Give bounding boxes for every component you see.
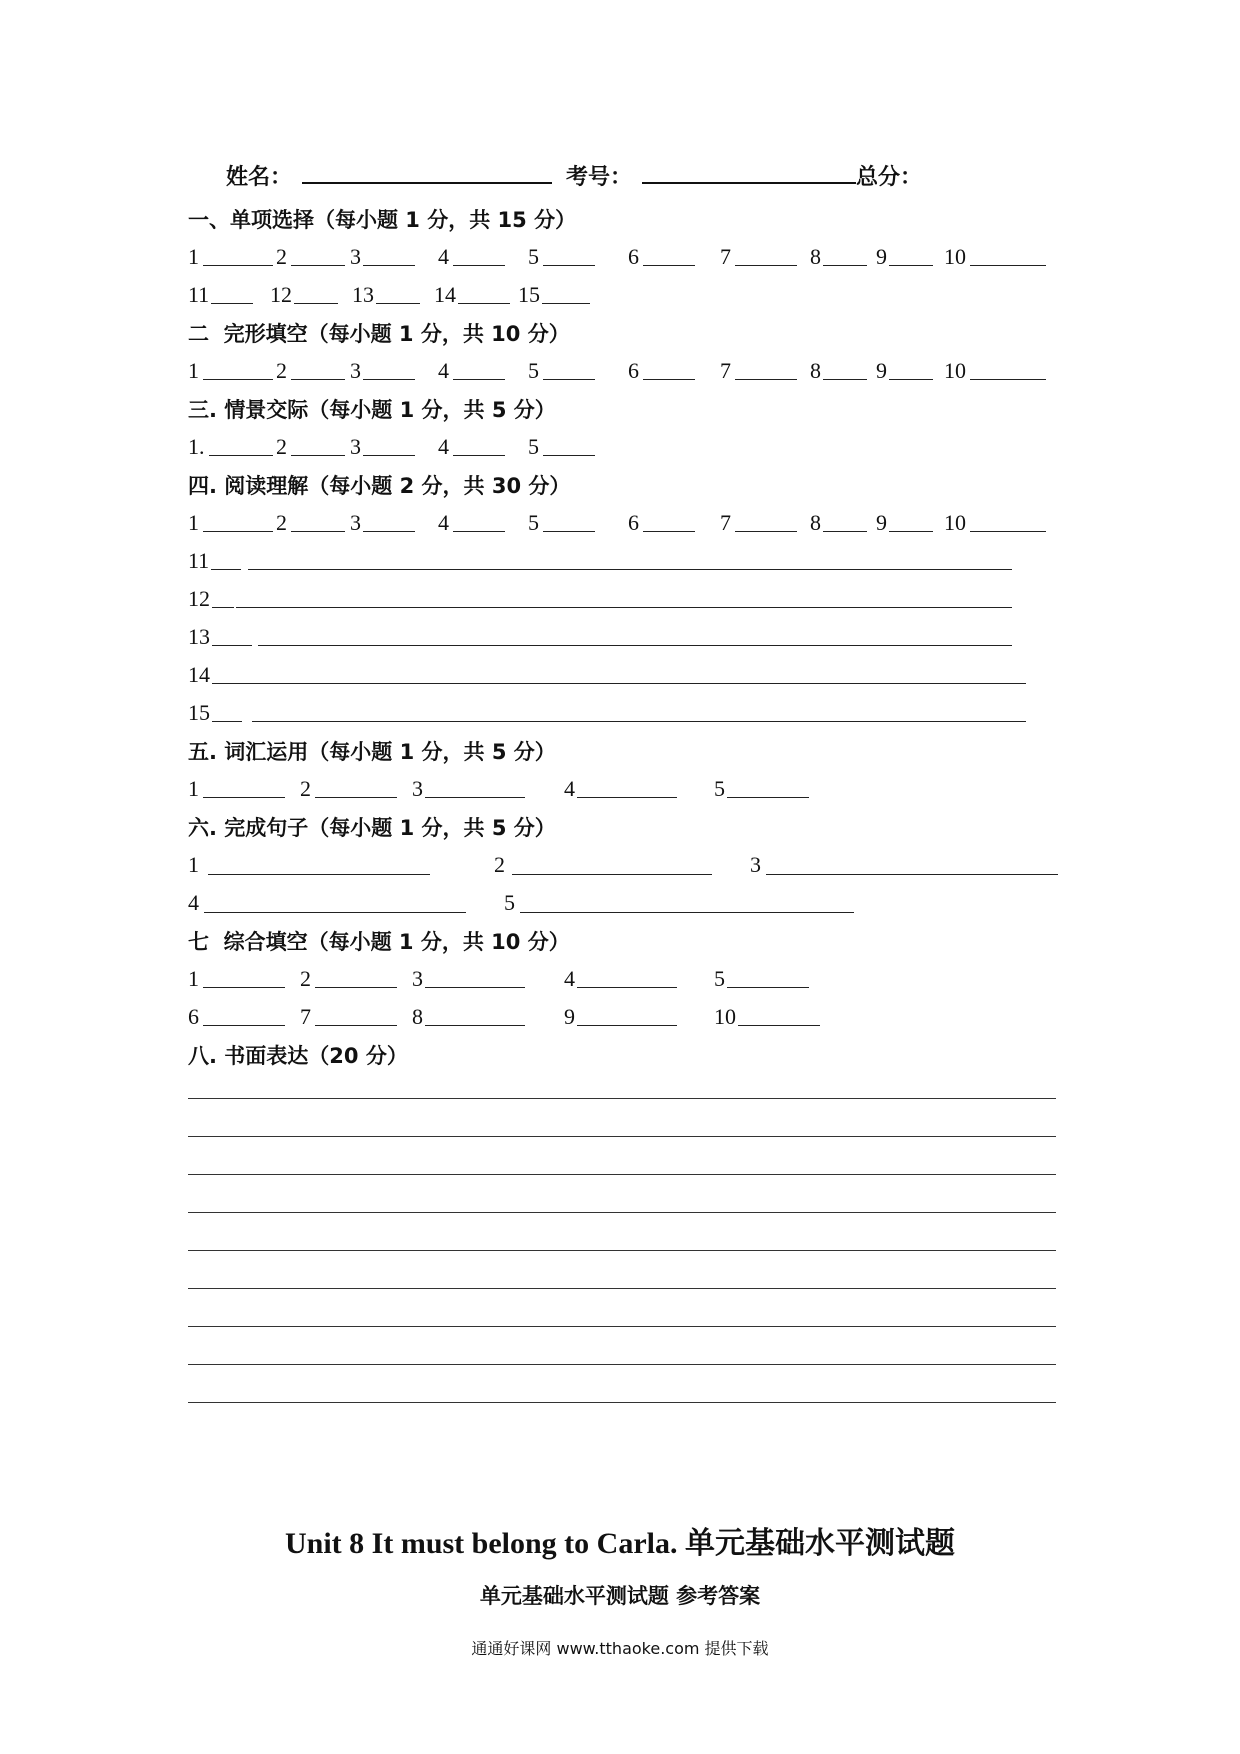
answer-blank[interactable] (291, 245, 345, 266)
answer-blank[interactable] (453, 435, 505, 456)
q-number: 3 (350, 244, 361, 269)
reading-q15 (188, 700, 1058, 728)
document-subtitle: 单元基础水平测试题 参考答案 (479, 1584, 761, 1608)
answer-line[interactable] (248, 569, 1012, 570)
answer-blank[interactable] (212, 625, 252, 646)
q-number: 15 (518, 282, 540, 307)
answer-blank[interactable] (453, 245, 505, 266)
section-6-row-1 (188, 852, 1058, 880)
section-8-title: 八. 书面表达（20 分） (188, 1044, 408, 1068)
section-4-row-1 (188, 510, 1058, 538)
answer-blank[interactable] (203, 245, 273, 266)
section-2-title: 二 完形填空（每小题 1 分，共 10 分） (188, 322, 570, 346)
answer-blank[interactable] (735, 511, 797, 532)
answer-blank[interactable] (543, 511, 595, 532)
section-3-title: 三. 情景交际（每小题 1 分，共 5 分） (188, 398, 556, 422)
answer-blank[interactable] (203, 359, 273, 380)
answer-blank[interactable] (294, 283, 338, 304)
reading-q12 (188, 586, 1058, 614)
q-number: 10 (944, 510, 966, 535)
q-number: 8 (810, 510, 821, 535)
answer-blank[interactable] (212, 587, 234, 608)
q-number: 1 (188, 966, 199, 991)
answer-blank[interactable] (315, 967, 397, 988)
q-number: 3 (350, 510, 361, 535)
answer-blank[interactable] (425, 967, 525, 988)
answer-blank[interactable] (543, 245, 595, 266)
writing-line[interactable] (188, 1364, 1056, 1365)
answer-blank[interactable] (203, 511, 273, 532)
q-number: 3 (350, 434, 361, 459)
section-1-row-1 (188, 244, 1058, 272)
q-number: 9 (876, 244, 887, 269)
q-number: 14 (434, 282, 456, 307)
writing-line[interactable] (188, 1250, 1056, 1251)
q-number: 12 (188, 586, 210, 611)
answer-blank[interactable] (738, 1005, 820, 1026)
answer-blank[interactable] (643, 245, 695, 266)
q-number: 3 (750, 852, 761, 877)
name-label: 姓名： (226, 165, 293, 190)
q-number: 4 (188, 890, 199, 915)
answer-blank[interactable] (727, 777, 809, 798)
q-number: 3 (412, 966, 423, 991)
answer-blank[interactable] (453, 359, 505, 380)
q-number: 2 (494, 852, 505, 877)
section-1-row-2 (188, 282, 1058, 310)
q-number: 13 (188, 624, 210, 649)
answer-line[interactable] (258, 645, 1012, 646)
section-5-row-1 (188, 776, 1058, 804)
q-number: 4 (438, 510, 449, 535)
section-1-title: 一、单项选择（每小题 1 分，共 15 分） (188, 208, 577, 232)
q-number: 2 (276, 358, 287, 383)
answer-blank[interactable] (315, 1005, 397, 1026)
q-number: 8 (810, 244, 821, 269)
total-label: 总分： (856, 165, 923, 190)
answer-blank[interactable] (212, 663, 242, 684)
q-number: 5 (504, 890, 515, 915)
writing-line[interactable] (188, 1098, 1056, 1099)
answer-blank[interactable] (577, 777, 677, 798)
writing-line[interactable] (188, 1402, 1056, 1403)
q-number: 10 (944, 244, 966, 269)
q-number: 1 (188, 776, 199, 801)
section-6-row-2 (188, 890, 1058, 918)
section-7-row-1 (188, 966, 1058, 994)
answer-blank[interactable] (543, 359, 595, 380)
q-number: 13 (352, 282, 374, 307)
answer-blank[interactable] (203, 967, 285, 988)
q-number: 2 (276, 510, 287, 535)
writing-line[interactable] (188, 1288, 1056, 1289)
answer-blank[interactable] (889, 245, 933, 266)
answer-blank[interactable] (211, 549, 241, 570)
answer-blank[interactable] (204, 892, 466, 913)
answer-blank[interactable] (889, 359, 933, 380)
answer-blank[interactable] (363, 435, 415, 456)
answer-blank[interactable] (458, 283, 510, 304)
q-number: 7 (720, 358, 731, 383)
q-number: 5 (528, 510, 539, 535)
q-number: 2 (276, 434, 287, 459)
q-number: 6 (628, 510, 639, 535)
q-number: 4 (438, 434, 449, 459)
source-note: 通通好课网 www.tthaoke.com 提供下载 (471, 1639, 769, 1658)
answer-blank[interactable] (970, 511, 1046, 532)
answer-blank[interactable] (376, 283, 420, 304)
answer-blank[interactable] (577, 1005, 677, 1026)
q-number: 10 (714, 1004, 736, 1029)
q-number: 11 (188, 548, 210, 573)
section-2-row-1 (188, 358, 1058, 386)
answer-blank[interactable] (425, 777, 525, 798)
q-number: 7 (720, 244, 731, 269)
answer-blank[interactable] (735, 359, 797, 380)
answer-blank[interactable] (291, 435, 345, 456)
q-number: 9 (564, 1004, 575, 1029)
answer-blank[interactable] (363, 245, 415, 266)
reading-q13 (188, 624, 1058, 652)
q-number: 14 (188, 662, 210, 687)
q-number: 5 (528, 434, 539, 459)
answer-blank[interactable] (425, 1005, 525, 1026)
q-number: 4 (564, 776, 575, 801)
document-title: Unit 8 It must belong to Carla. 单元基础水平测试题 (284, 1527, 955, 1560)
q-number: 11 (188, 282, 210, 307)
answer-blank[interactable] (209, 435, 273, 456)
q-number: 5 (714, 966, 725, 991)
q-number: 4 (438, 244, 449, 269)
answer-line[interactable] (242, 683, 1026, 684)
answer-blank[interactable] (291, 511, 345, 532)
name-field[interactable] (302, 182, 552, 184)
q-number: 2 (300, 776, 311, 801)
answer-blank[interactable] (203, 1005, 285, 1026)
q-number: 4 (438, 358, 449, 383)
q-number: 5 (528, 358, 539, 383)
writing-line[interactable] (188, 1136, 1056, 1137)
q-number: 6 (188, 1004, 199, 1029)
section-5-title: 五. 词汇运用（每小题 1 分，共 5 分） (188, 740, 556, 764)
q-number: 4 (564, 966, 575, 991)
q-number: 3 (350, 358, 361, 383)
q-number: 1 (188, 358, 199, 383)
section-6-title: 六. 完成句子（每小题 1 分，共 5 分） (188, 816, 556, 840)
q-number: 1 (188, 244, 199, 269)
answer-blank[interactable] (643, 359, 695, 380)
q-number: 9 (876, 510, 887, 535)
answer-blank[interactable] (212, 701, 242, 722)
answer-blank[interactable] (363, 359, 415, 380)
answer-blank[interactable] (823, 511, 867, 532)
q-number: 1 (188, 852, 199, 877)
q-number: 1 (188, 510, 199, 535)
q-number: 5 (714, 776, 725, 801)
writing-line[interactable] (188, 1212, 1056, 1213)
answer-blank[interactable] (208, 854, 430, 875)
answer-blank[interactable] (211, 283, 253, 304)
answer-line[interactable] (252, 721, 1026, 722)
writing-line[interactable] (188, 1326, 1056, 1327)
answer-blank[interactable] (291, 359, 345, 380)
answer-blank[interactable] (766, 854, 1058, 875)
section-4-title: 四. 阅读理解（每小题 2 分，共 30 分） (188, 474, 571, 498)
answer-blank[interactable] (520, 892, 854, 913)
q-number: 12 (270, 282, 292, 307)
answer-blank[interactable] (453, 511, 505, 532)
writing-line[interactable] (188, 1174, 1056, 1175)
q-number: 1. (188, 434, 205, 459)
answer-blank[interactable] (543, 435, 595, 456)
answer-line[interactable] (236, 607, 1012, 608)
q-number: 7 (720, 510, 731, 535)
q-number: 9 (876, 358, 887, 383)
q-number: 2 (300, 966, 311, 991)
q-number: 10 (944, 358, 966, 383)
exam-no-field[interactable] (642, 182, 856, 184)
answer-blank[interactable] (643, 511, 695, 532)
answer-blank[interactable] (542, 283, 590, 304)
q-number: 2 (276, 244, 287, 269)
section-3-row-1 (188, 434, 1058, 462)
answer-blank[interactable] (315, 777, 397, 798)
q-number: 7 (300, 1004, 311, 1029)
section-7-row-2 (188, 1004, 1058, 1032)
answer-blank[interactable] (823, 245, 867, 266)
reading-q14 (188, 662, 1058, 690)
answer-blank[interactable] (889, 511, 933, 532)
answer-blank[interactable] (512, 854, 712, 875)
section-7-title: 七 综合填空（每小题 1 分，共 10 分） (188, 930, 570, 954)
answer-blank[interactable] (970, 245, 1046, 266)
q-number: 15 (188, 700, 210, 725)
q-number: 8 (810, 358, 821, 383)
answer-blank[interactable] (727, 967, 809, 988)
q-number: 8 (412, 1004, 423, 1029)
q-number: 5 (528, 244, 539, 269)
answer-blank[interactable] (823, 359, 867, 380)
answer-blank[interactable] (735, 245, 797, 266)
exam-no-label: 考号： (566, 165, 633, 190)
answer-blank[interactable] (970, 359, 1046, 380)
reading-q11 (188, 548, 1058, 576)
q-number: 3 (412, 776, 423, 801)
q-number: 6 (628, 244, 639, 269)
answer-blank[interactable] (203, 777, 285, 798)
q-number: 6 (628, 358, 639, 383)
answer-blank[interactable] (363, 511, 415, 532)
answer-blank[interactable] (577, 967, 677, 988)
